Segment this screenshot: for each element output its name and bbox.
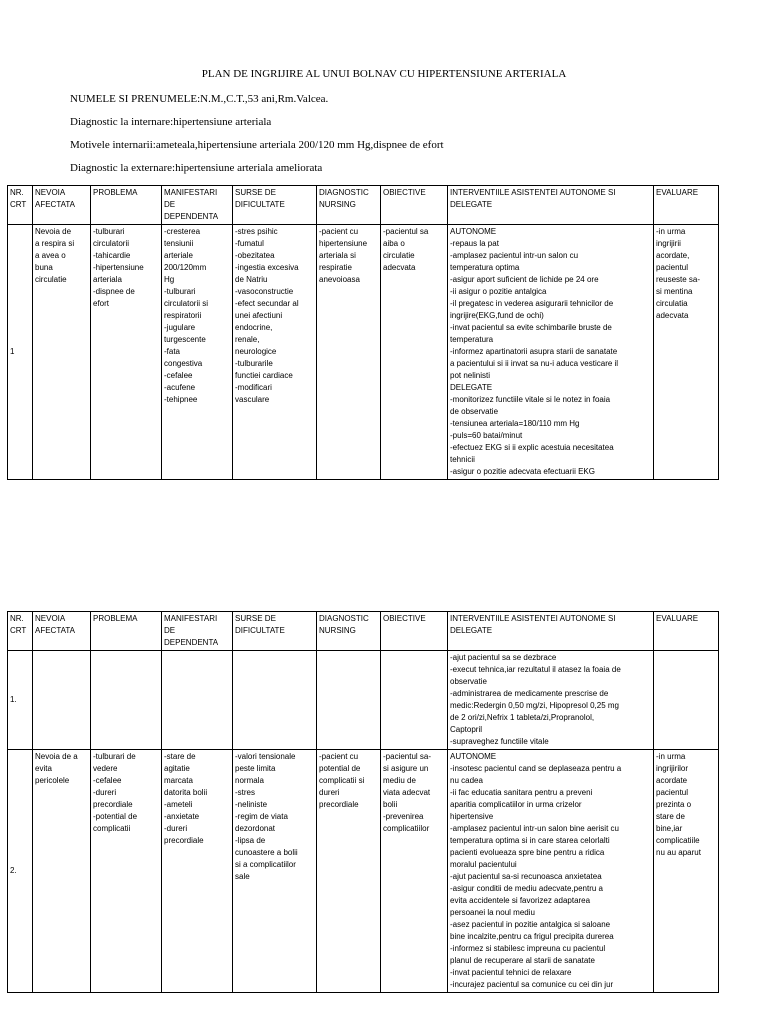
- document-title: PLAN DE INGRIJIRE AL UNUI BOLNAV CU HIPERTENSIUNE ARTERIALA: [201, 68, 567, 80]
- table-header-row: [8, 186, 719, 225]
- table-row: [8, 750, 719, 993]
- need-affected: [33, 651, 91, 750]
- objectives: [381, 651, 448, 750]
- header-evaluare: EVALUARE: [654, 186, 719, 225]
- difficulty-sources: [233, 651, 317, 750]
- header-surse: SURSE DE DIFICULTATE: [233, 612, 317, 651]
- evaluation: -in urma ingrijirilor acordate pacientul prezinta o stare de bine,iar complicatiile nu au aparut: [654, 750, 719, 993]
- header-nevoia-afectata: NEVOIA AFECTATA: [33, 186, 91, 225]
- header-nevoia-afectata: NEVOIA AFECTATA: [33, 612, 91, 651]
- nursing-diagnosis: -pacient cu potential de complicatii si dureri precordiale: [317, 750, 381, 993]
- header-obiective: OBIECTIVE: [381, 612, 448, 651]
- table-header-row: [8, 612, 719, 651]
- patient-name-line: NUMELE SI PRENUMELE:N.M.,C.T.,53 ani,Rm.Valcea.: [70, 93, 329, 105]
- header-obiective: OBIECTIVE: [381, 186, 448, 225]
- header-evaluare: EVALUARE: [654, 612, 719, 651]
- nursing-diagnosis: [317, 651, 381, 750]
- header-diagnostic: DIAGNOSTIC NURSING: [317, 612, 381, 651]
- problem: -tulburari circulatorii -tahicardie -hipertensiune arteriala -dispnee de efort: [91, 225, 162, 480]
- admission-diagnosis: Diagnostic la internare:hipertensiune arteriala: [70, 116, 272, 128]
- dependency-manifestations: -cresterea tensiunii arteriale 200/120mm Hg -tulburari circulatorii si respiratorii -jugulare turgescente -fata congestiva -cefalee -acufene -tehipnee: [162, 225, 233, 480]
- header-problema: PROBLEMA: [91, 186, 162, 225]
- row-number: 1: [8, 225, 33, 480]
- difficulty-sources: -stres psihic -fumatul -obezitatea -ingestia excesiva de Natriu -vasoconstructie -efect secundar al unei afectiuni endocrine, renale, neurologice -tulburarile functiei cardiace -modificari vasculare: [233, 225, 317, 480]
- table-row: [8, 651, 719, 750]
- objectives: -pacientul sa- si asigure un mediu de viata adecvat bolii -prevenirea complicatiilor: [381, 750, 448, 993]
- header-diagnostic: DIAGNOSTIC NURSING: [317, 186, 381, 225]
- row-number: 1.: [8, 651, 33, 750]
- header-surse: SURSE DE DIFICULTATE: [233, 186, 317, 225]
- header-nr-crt: NR. CRT: [8, 612, 33, 651]
- header-manifestari: MANIFESTARI DE DEPENDENTA: [162, 612, 233, 651]
- nursing-diagnosis: -pacient cu hipertensiune arteriala si respiratie anevoioasa: [317, 225, 381, 480]
- header-interventii: INTERVENTIILE ASISTENTEI AUTONOME SI DELEGATE: [448, 186, 654, 225]
- header-nr-crt: NR. CRT: [8, 186, 33, 225]
- problem: -tulburari de vedere -cefalee -dureri precordiale -potential de complicatii: [91, 750, 162, 993]
- admission-reasons: Motivele internarii:ameteala,hipertensiune arteriala 200/120 mm Hg,dispnee de efort: [70, 139, 444, 151]
- problem: [91, 651, 162, 750]
- header-problema: PROBLEMA: [91, 612, 162, 651]
- discharge-diagnosis: Diagnostic la externare:hipertensiune arteriala ameliorata: [70, 162, 323, 174]
- interventions: AUTONOME -insotesc pacientul cand se deplaseaza pentru a nu cadea -ii fac educatia sanitara pentru a preveni aparitia complicatiilor in urma crizelor hipertensive -amplasez pacientul intr-un salon bine aerisit cu temperatura optima si in care starea celorlalti pacienti evolueaza spre bine pentru a ridica moralul pacientului -ajut pacientul sa-si recunoasca anxietatea -asigur conditii de mediu adecvate,pentru a evita accidentele si favorizez adaptarea persoanei la noul mediu -asez pacientul in pozitie antalgica si saloane bine incalzite,pentru ca frigul precipita durerea -informez si stabilesc impreuna cu pacientul planul de recuperare al starii de sanatate -invat pacientul tehnici de relaxare -incurajez pacientul sa comunice cu cei din jur: [448, 750, 654, 993]
- row-number: 2.: [8, 750, 33, 993]
- interventions: -ajut pacientul sa se dezbrace -execut tehnica,iar rezultatul il atasez la foaia de observatie -administrarea de medicamente prescrise de medic:Redergin 0,50 mg/zi, Hipopresol 0,25 mg de 2 ori/zi,Nefrix 1 tableta/zi,Propranolol, Captopril -supraveghez functiile vitale: [448, 651, 654, 750]
- dependency-manifestations: -stare de agitatie marcata datorita bolii -ameteli -anxietate -dureri precordiale: [162, 750, 233, 993]
- objectives: -pacientul sa aiba o circulatie adecvata: [381, 225, 448, 480]
- evaluation: -in urma ingrijirii acordate, pacientul reuseste sa- si mentina circulatia adecvata: [654, 225, 719, 480]
- need-affected: Nevoia de a evita pericolele: [33, 750, 91, 993]
- need-affected: Nevoia de a respira si a avea o buna circulatie: [33, 225, 91, 480]
- header-interventii: INTERVENTIILE ASISTENTEI AUTONOME SI DELEGATE: [448, 612, 654, 651]
- dependency-manifestations: [162, 651, 233, 750]
- table-row: [8, 225, 719, 480]
- interventions: AUTONOME -repaus la pat -amplasez pacientul intr-un salon cu temperatura optima -asigur aport suficient de lichide pe 24 ore -ii asigur o pozitie antalgica -il pregatesc in vederea asigurarii tehnicilor de ingrijire(EKG,fund de ochi) -invat pacientul sa evite schimbarile bruste de temperatura -informez apartinatorii asupra starii de sanatate a pacientului si ii invat sa nu-i aduca vesticare il pot nelinisti DELEGATE -monitorizez functiile vitale si le notez in foaia de observatie -tensiunea arteriala=180/110 mm Hg -puls=60 batai/minut -efectuez EKG si ii explic acestuia necesitatea tehnicii -asigur o pozitie adecvata efectuarii EKG: [448, 225, 654, 480]
- header-manifestari: MANIFESTARI DE DEPENDENTA: [162, 186, 233, 225]
- care-plan-table-1: [7, 185, 719, 480]
- difficulty-sources: -valori tensionale peste limita normala -stres -nelinistе -regim de viata dezordonat -lipsa de cunoastere a bolii si a complicatiilor sale: [233, 750, 317, 993]
- evaluation: [654, 651, 719, 750]
- care-plan-table-2: [7, 611, 719, 993]
